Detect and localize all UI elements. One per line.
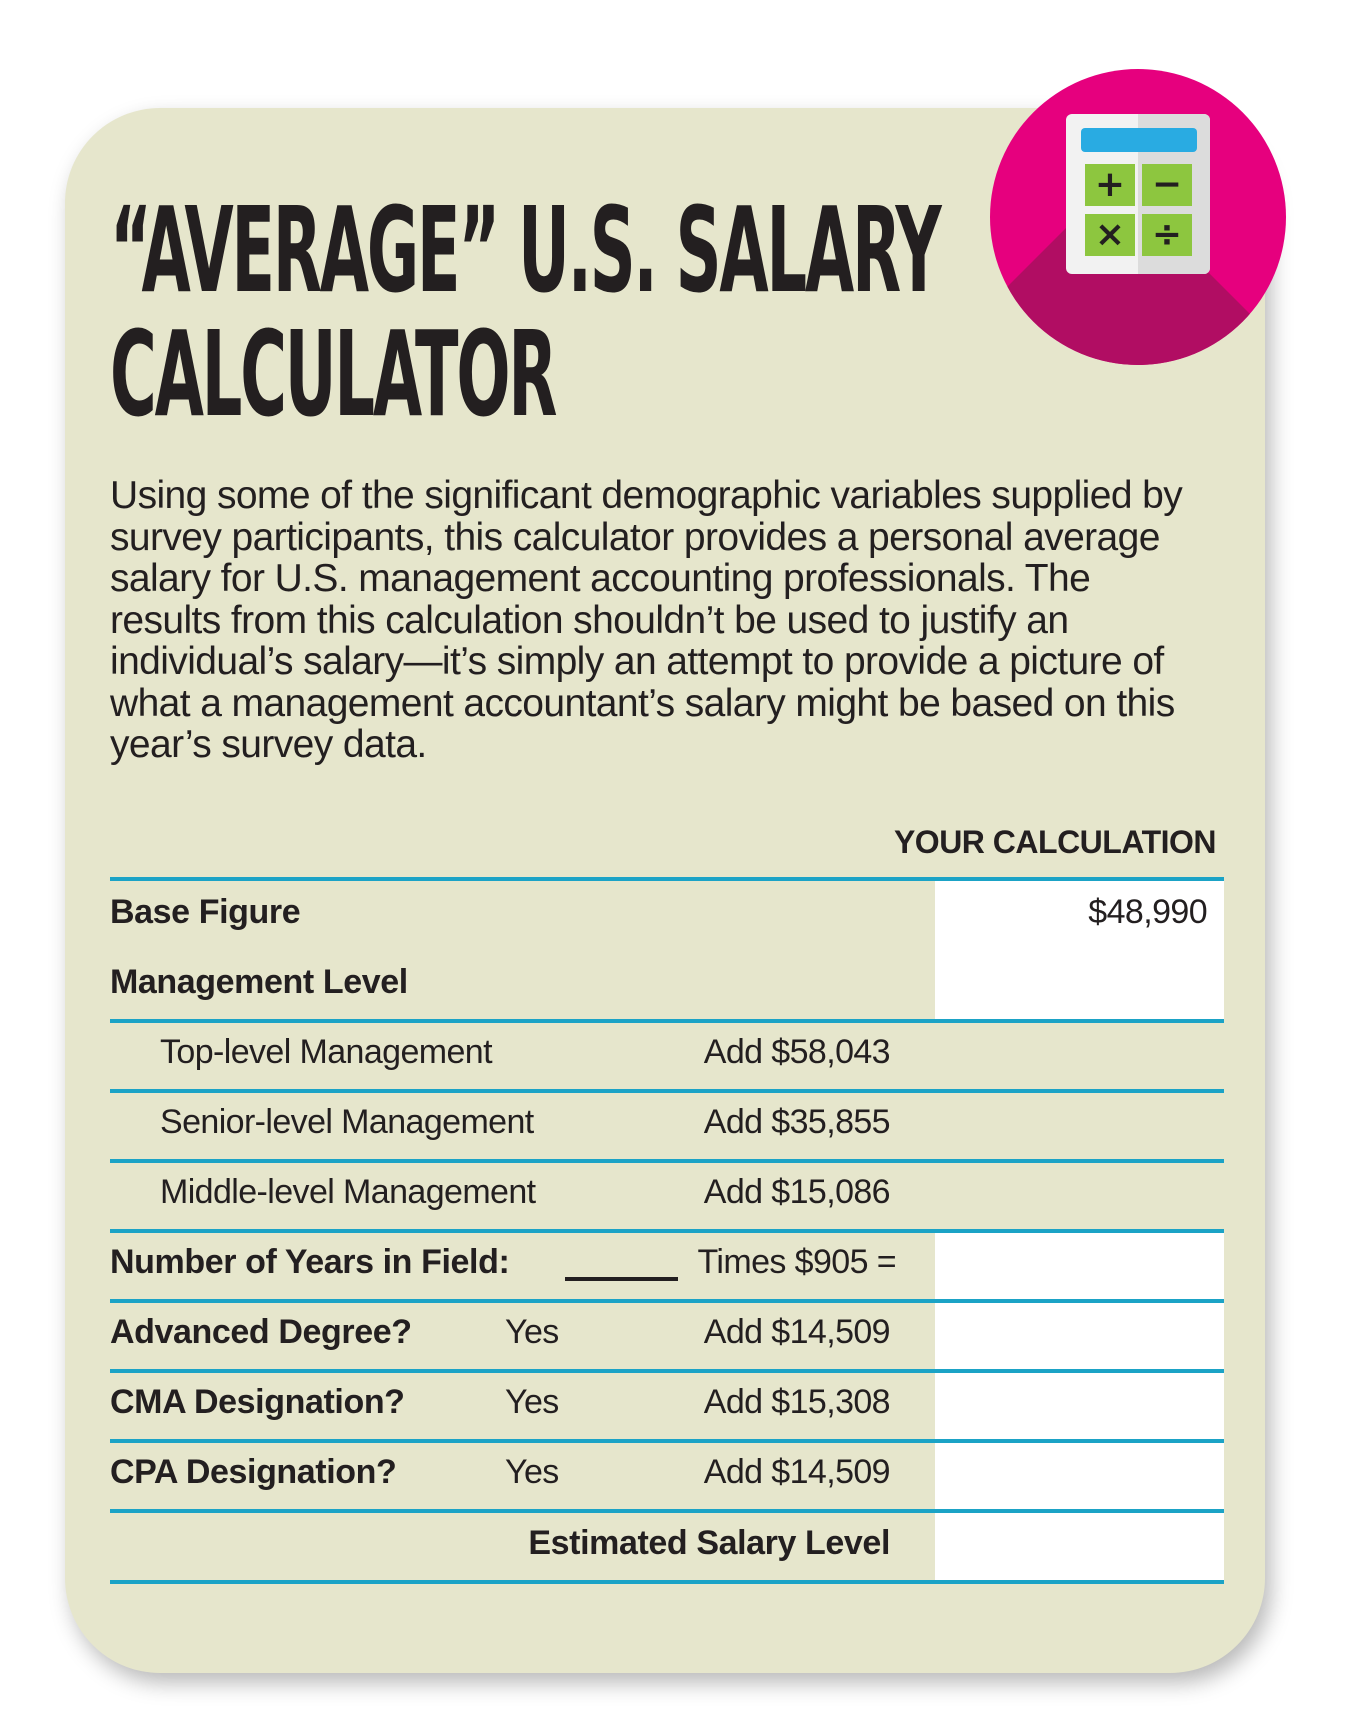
row-option: Yes — [505, 1313, 559, 1351]
table-row-label: Senior-level Management — [160, 1103, 534, 1141]
table-rule — [110, 1019, 1224, 1023]
row-option: Yes — [505, 1383, 559, 1421]
base-figure-value: $48,990 — [1088, 893, 1207, 931]
table-row-label: Management Level — [110, 963, 408, 1001]
table-row-label: CPA Designation? — [110, 1453, 397, 1491]
cell-cpa[interactable] — [935, 1442, 1224, 1512]
multiply-key-icon: × — [1085, 214, 1135, 256]
row-option: Yes — [505, 1453, 559, 1491]
row-amount: Times $905 = — [697, 1243, 896, 1281]
table-row-label: CMA Designation? — [110, 1383, 405, 1421]
title-line-1: “AVERAGE” U.S. SALARY — [110, 181, 940, 319]
table-rule — [110, 1439, 1224, 1443]
intro-line: individual’s salary—it’s simply an attempt to provide a picture of — [110, 640, 1164, 683]
table-rule — [110, 1089, 1224, 1093]
table-row-label: Top-level Management — [160, 1033, 492, 1071]
row-amount: Add $15,308 — [703, 1383, 890, 1421]
intro-line: salary for U.S. management accounting professionals. The — [110, 557, 1091, 600]
table-rule — [110, 1159, 1224, 1163]
intro-line: survey participants, this calculator provides a personal average — [110, 515, 1160, 559]
row-amount: Add $14,509 — [703, 1453, 890, 1491]
intro-line: results from this calculation shouldn’t be used to justify an — [110, 598, 1069, 642]
minus-key-icon: − — [1142, 164, 1192, 206]
row-amount: Add $15,086 — [703, 1173, 890, 1211]
table-rule — [110, 1580, 1224, 1584]
cell-estimated-salary[interactable] — [935, 1512, 1224, 1582]
title-line-2: CALCULATOR — [110, 305, 556, 443]
intro-line: year’s survey data. — [110, 723, 427, 766]
page-title — [110, 181, 940, 443]
intro-line: Using some of the significant demographic variables supplied by — [110, 474, 1183, 517]
row-amount: Add $58,043 — [703, 1033, 890, 1071]
table-rule — [110, 877, 1224, 881]
row-amount: Add $14,509 — [703, 1313, 890, 1351]
intro-line: what a management accountant’s salary might be based on this — [110, 681, 1175, 725]
cell-advanced-degree[interactable] — [935, 1302, 1224, 1372]
cell-cma[interactable] — [935, 1372, 1224, 1442]
your-calculation-header: YOUR CALCULATION — [893, 824, 1216, 860]
calculator-screen — [1081, 128, 1197, 152]
estimated-salary-label: Estimated Salary Level — [528, 1524, 890, 1562]
table-rule — [110, 1369, 1224, 1373]
calculator-badge — [990, 69, 1286, 365]
table-row-label: Base Figure — [110, 893, 301, 931]
table-rule — [110, 1229, 1224, 1233]
row-amount: Add $35,855 — [703, 1103, 890, 1141]
table-row-label: Middle-level Management — [160, 1173, 536, 1211]
table-rule — [110, 1299, 1224, 1303]
intro-paragraph — [110, 475, 1270, 766]
table-row-label: Number of Years in Field: — [110, 1243, 510, 1281]
table-row-label: Advanced Degree? — [110, 1313, 412, 1351]
plus-key-icon: + — [1085, 164, 1135, 206]
cell-years[interactable] — [935, 1233, 1224, 1301]
divide-key-icon: ÷ — [1142, 214, 1192, 256]
table-rule — [110, 1509, 1224, 1513]
